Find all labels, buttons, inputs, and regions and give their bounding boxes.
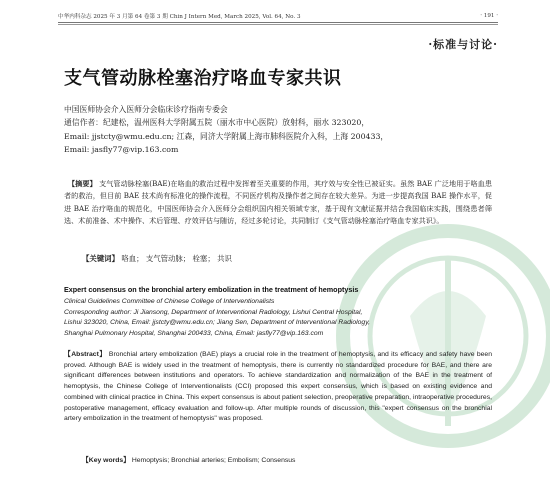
en-keywords-label: 【Key words】 (82, 457, 130, 464)
en-abstract-label: 【Abstract】 (64, 351, 107, 358)
en-title: Expert consensus on the bronchial artery embolization in the treatment of hemoptysis (64, 285, 359, 294)
cn-corresponding-line-1: 通信作者：纪建松，温州医科大学附属五院（丽水市中心医院）放射科，丽水 323020， (64, 118, 370, 128)
page-number: · 191 · (480, 13, 498, 19)
cn-author-org: 中国医师协会介入医师分会临床诊疗指南专委会 (64, 105, 228, 114)
journal-running-header (58, 10, 498, 22)
en-corresponding-line-3: Shanghai Pulmonary Hospital, Shanghai 200433, China, Email: jasfly77@vip.163.com (64, 329, 324, 337)
cn-keywords-text: 咯血； 支气管动脉； 栓塞； 共识 (121, 254, 232, 263)
en-corresponding-line-2: Lishui 323020, China, Email: jjstcty@wmu.edu.cn; Jiang Sen, Department of Interventional Radiology, (64, 319, 370, 327)
en-keywords-text: Hemoptysis; Bronchial arteries; Embolism; Consensus (131, 457, 296, 464)
header-rule-thin (58, 24, 498, 25)
column-heading: ·标准与讨论· (428, 38, 498, 51)
cn-corresponding-line-2: Email: jjstcty@wmu.edu.cn; 江森，同济大学附属上海市肺科医院介入科，上海 200433， (64, 131, 389, 141)
en-author-block (64, 297, 492, 339)
cn-keywords (82, 253, 232, 264)
en-keywords (82, 454, 295, 464)
cn-author-block (64, 103, 494, 156)
article-title: 支气管动脉栓塞治疗咯血专家共识 (64, 68, 342, 89)
en-corresponding-line-1: Corresponding author: Ji Jiansong, Department of Interventional Radiology, Lishui Central Hospital, (64, 308, 363, 316)
en-author-org: Clinical Guidelines Committee of Chinese College of Interventionalists (64, 298, 275, 305)
cn-corresponding-line-3: Email: jasfly77@vip.163.com (64, 144, 179, 154)
cn-abstract (64, 178, 492, 228)
journal-citation: 中华内科杂志 2025 年 3 月第 64 卷第 3 期 Chin J Intern Med, March 2025, Vol. 64, No. 3 (58, 14, 301, 20)
cn-abstract-label: 【摘要】 (68, 179, 97, 188)
cn-keywords-label: 【关键词】 (82, 254, 119, 263)
cn-abstract-text: 支气管动脉栓塞(BAE)在咯血的救治过程中发挥着至关重要的作用，其疗效与安全性已被证实。虽然 BAE 广泛地用于咯血患者的救治，但目前 BAE 技术尚有标准化的操作流程，不同医疗机构及操作者之间存在较大差异。为进一步提高我国 BAE 操作水平，促进 BAE 治疗咯血的规范化，中国医师协会介入医师分会组织国内相关领域专家，基于现有文献证据并结合我国临床实践，围绕患者筛选、术前准备、术中操作、术后管理、疗效评估与随访，经过多轮讨论，共同制订《支气管动脉栓塞治疗咯血专家共识》。 (64, 179, 492, 226)
en-abstract-text: Bronchial artery embolization (BAE) plays a crucial role in the treatment of hemoptysis, and its efficacy and safety have been proved. Although BAE is widely used in the treatment of hemoptysis, there is currently no standardized procedure for BAE, and there are significant differences between institutions and operators. To achieve standardization and normalization of the BAE in the treatment of hemoptysis, the Chinese College of Interventionalists (CCI) proposed this expert consensus, which is based on existing evidence and combined with clinical practice in China. This expert consensus is about patient selection, preoperative preparation, intraoperative procedures, postoperative management, efficacy evaluation and follow-up. After multiple rounds of discussion, this "expert consensus on the bronchial artery embolization in the treatment of hemoptysis" was proposed. (64, 351, 492, 423)
en-abstract (64, 350, 492, 425)
seal-watermark (318, 196, 550, 486)
